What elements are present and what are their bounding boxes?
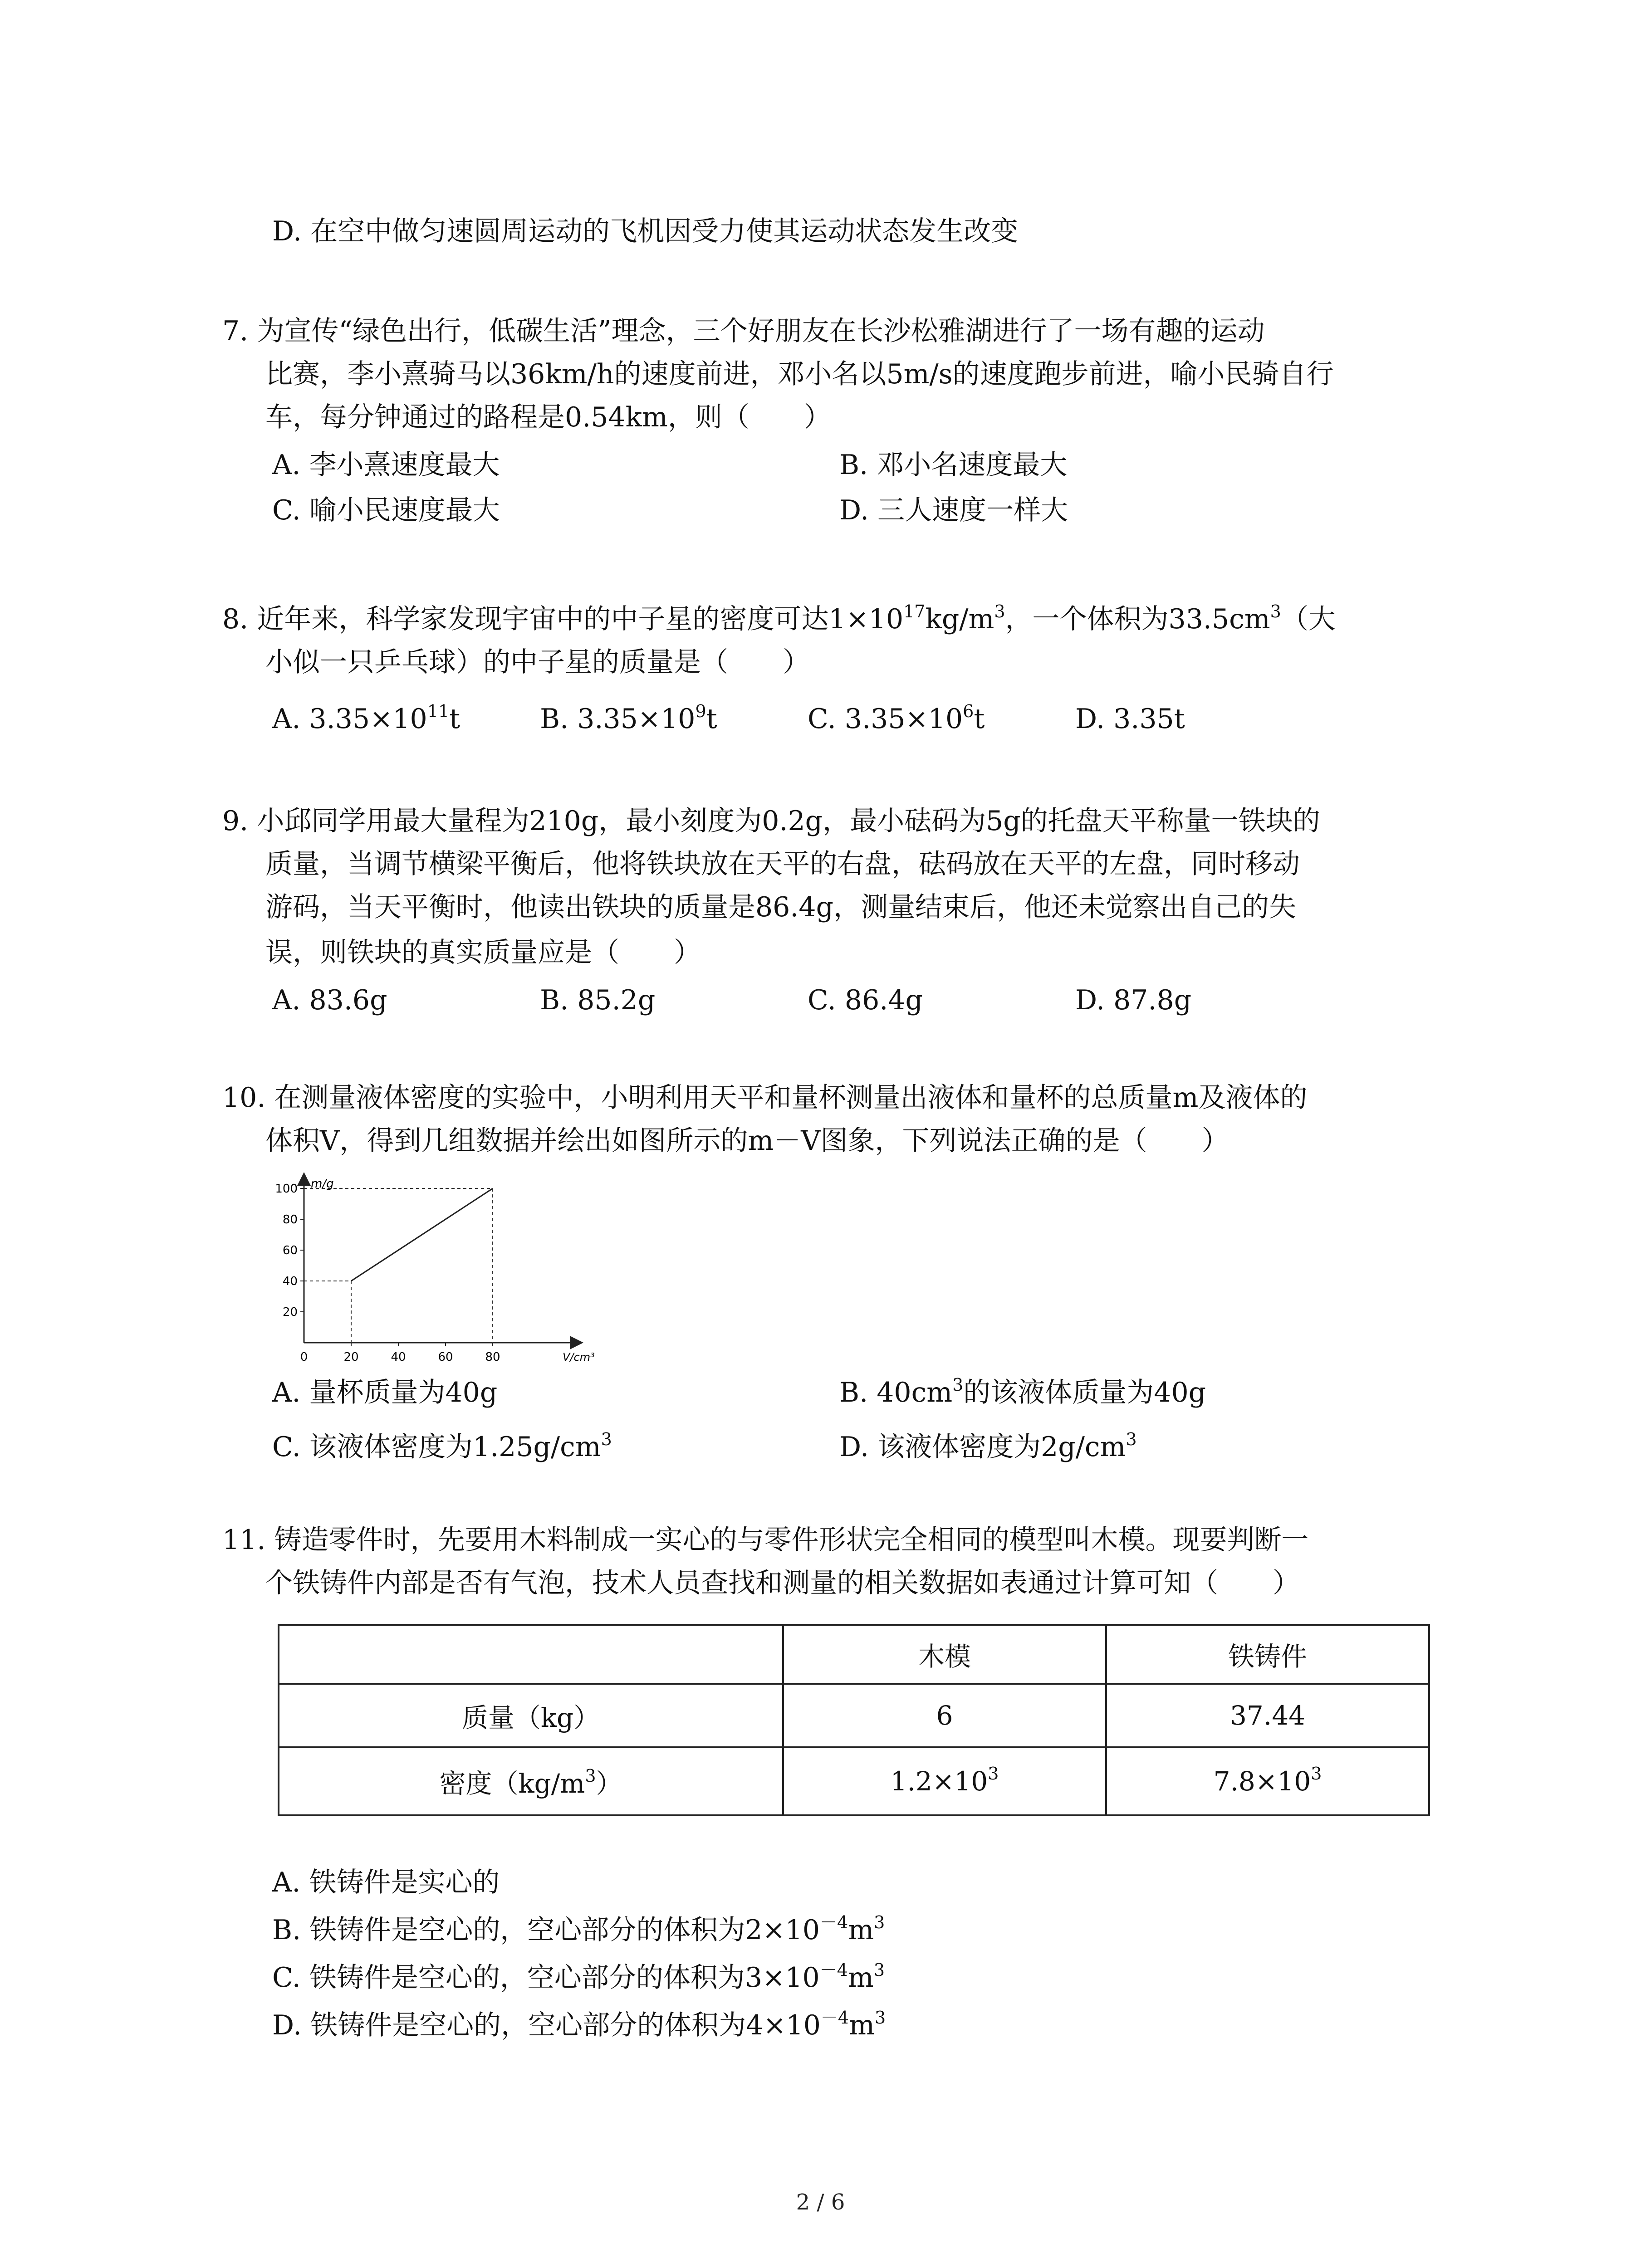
q10-option-a: A. 量杯质量为40g [272, 1377, 498, 1408]
q10-option-c [272, 1429, 612, 1468]
y-tick-label: 60 [282, 1244, 298, 1257]
q10-b-text: B. 40cm [839, 1377, 953, 1408]
q8-exp-3: 3 [1270, 601, 1281, 621]
q11-d-unit: m [849, 2009, 875, 2041]
data-table [278, 1624, 1430, 1816]
q11-b-text: B. 铁铸件是空心的，空心部分的体积为2×10 [272, 1914, 820, 1946]
q7-stem-line1: 7. 为宣传“绿色出行，低碳生活”理念，三个好朋友在长沙松雅湖进行了一场有趣的运动 [222, 315, 1265, 347]
q11-c-unit: m [847, 1962, 874, 1994]
q8-b-unit: t [706, 703, 717, 735]
q9-stem-line3: 游码，当天平衡时，他读出铁块的质量是86.4g，测量结束后，他还未觉察出自己的失 [265, 891, 1296, 923]
q7-option-d: D. 三人速度一样大 [839, 494, 1068, 526]
density-label-close: ） [596, 1768, 622, 1799]
q6-option-d: D. 在空中做匀速圆周运动的飞机因受力使其运动状态发生改变 [272, 215, 1019, 247]
q9-option-a: A. 83.6g [272, 984, 387, 1016]
q11-c-exp: －4 [819, 1960, 848, 1980]
q11-d-exp: －4 [820, 2008, 849, 2028]
table-cell-mass-wood: 6 [783, 1684, 1106, 1747]
q9-stem-line1: 9. 小邱同学用最大量程为210g，最小刻度为0.2g，最小砝码为5g的托盘天平称量一铁块的 [222, 805, 1320, 837]
q7-option-b: B. 邓小名速度最大 [839, 449, 1068, 481]
table-cell-density-wood [783, 1747, 1106, 1815]
table-cell-mass-label: 质量（kg） [279, 1684, 783, 1747]
table-cell-density-iron [1106, 1747, 1429, 1815]
q10-d-text: D. 该液体密度为2g/cm [839, 1431, 1126, 1463]
q10-d-exp: 3 [1126, 1429, 1137, 1449]
density-wood-text: 1.2×10 [890, 1766, 988, 1797]
q8-c-unit: t [974, 703, 985, 735]
q11-d-text: D. 铁铸件是空心的，空心部分的体积为4×10 [272, 2009, 821, 2041]
q11-b-exp: －4 [820, 1912, 848, 1932]
q9-stem-line2: 质量，当调节横梁平衡后，他将铁块放在天平的右盘，砝码放在天平的左盘，同时移动 [265, 848, 1300, 880]
x-tick-label: 20 [343, 1350, 359, 1364]
table-header-row [279, 1625, 1429, 1684]
q7-stem-line2: 比赛，李小熹骑马以36km/h的速度前进，邓小名以5m/s的速度跑步前进，喻小民骑自行 [265, 358, 1334, 390]
q11-d-exp2: 3 [875, 2008, 886, 2028]
q8-a-exp: 11 [427, 701, 450, 721]
page-number: 2 / 6 [796, 2190, 845, 2215]
q9-option-c: C. 86.4g [808, 984, 923, 1016]
q8-option-c [808, 701, 985, 740]
q8-text-a: 8. 近年来，科学家发现宇宙中的中子星的密度可达1×10 [222, 603, 904, 635]
q8-stem-line2: 小似一只乒乓球）的中子星的质量是（ ） [265, 646, 810, 678]
series-line [351, 1188, 493, 1281]
x-tick-label: 40 [391, 1350, 406, 1364]
table-header-empty [279, 1625, 783, 1684]
q11-option-a: A. 铁铸件是实心的 [272, 1867, 500, 1898]
q10-stem-line2: 体积V，得到几组数据并绘出如图所示的m－V图象，下列说法正确的是（ ） [265, 1125, 1229, 1157]
x-tick-label: 60 [438, 1350, 453, 1364]
q8-text-c: ，一个体积为33.5cm [1005, 603, 1270, 635]
y-tick-label: 100 [275, 1182, 298, 1196]
m-v-graph [254, 1166, 599, 1379]
q8-b-exp: 9 [695, 701, 706, 721]
q8-option-b [540, 701, 717, 740]
table-cell-density-label [279, 1747, 783, 1815]
q10-option-d [839, 1429, 1137, 1468]
q7-option-c: C. 喻小民速度最大 [272, 494, 500, 526]
q8-a-text: A. 3.35×10 [272, 703, 427, 735]
q10-c-exp: 3 [601, 1429, 612, 1449]
q10-b-rest: 的该液体质量为40g [963, 1377, 1206, 1408]
y-tick-label: 80 [282, 1213, 298, 1227]
q10-option-b [839, 1374, 1206, 1414]
q10-c-text: C. 该液体密度为1.25g/cm [272, 1431, 601, 1463]
q11-stem-line1: 11. 铸造零件时，先要用木料制成一实心的与零件形状完全相同的模型叫木模。现要判断一 [222, 1524, 1309, 1556]
y-tick-label: 40 [282, 1275, 298, 1288]
density-iron-text: 7.8×10 [1213, 1766, 1311, 1797]
q11-option-b [272, 1912, 885, 1951]
q11-c-text: C. 铁铸件是空心的，空心部分的体积为3×10 [272, 1962, 820, 1994]
y-axis-label: m/g [311, 1177, 334, 1191]
q8-exp-1: 17 [903, 601, 926, 621]
density-label-text: 密度（kg/m [439, 1768, 585, 1799]
table-row-mass [279, 1684, 1429, 1747]
q8-exp-2: 3 [994, 601, 1005, 621]
table-header-wood: 木模 [783, 1625, 1106, 1684]
q11-c-exp2: 3 [873, 1960, 885, 1980]
q8-c-text: C. 3.35×10 [808, 703, 963, 735]
q8-option-d: D. 3.35t [1075, 703, 1185, 735]
density-wood-exp: 3 [988, 1764, 999, 1784]
q11-b-unit: m [848, 1914, 874, 1946]
q7-stem-line3: 车，每分钟通过的路程是0.54km，则（ ） [265, 401, 831, 433]
q8-text-d: （大 [1281, 603, 1336, 635]
q8-stem-line1 [222, 601, 1336, 640]
density-iron-exp: 3 [1311, 1764, 1322, 1784]
q8-option-a [272, 701, 460, 740]
q8-text-b: kg/m [925, 603, 994, 635]
density-label-exp: 3 [585, 1766, 596, 1786]
x-tick-label: 0 [300, 1350, 308, 1364]
table-row-density [279, 1747, 1429, 1815]
q9-option-d: D. 87.8g [1075, 984, 1192, 1016]
q8-b-text: B. 3.35×10 [540, 703, 696, 735]
q7-option-a: A. 李小熹速度最大 [272, 449, 500, 481]
q8-c-exp: 6 [963, 701, 974, 721]
q11-option-c [272, 1960, 885, 1999]
q11-stem-line2: 个铁铸件内部是否有气泡，技术人员查找和测量的相关数据如表通过计算可知（ ） [265, 1567, 1300, 1599]
q9-option-b: B. 85.2g [540, 984, 656, 1016]
x-tick-label: 80 [485, 1350, 500, 1364]
q10-stem-line1: 10. 在测量液体密度的实验中，小明利用天平和量杯测量出液体和量杯的总质量m及液体的 [222, 1082, 1308, 1114]
q11-option-d [272, 2007, 886, 2047]
x-axis-label: V/cm³ [563, 1351, 595, 1364]
q8-a-unit: t [449, 703, 460, 735]
q11-b-exp2: 3 [874, 1912, 885, 1932]
q10-b-exp: 3 [952, 1375, 964, 1395]
table-header-iron: 铁铸件 [1106, 1625, 1429, 1684]
table-cell-mass-iron: 37.44 [1106, 1684, 1429, 1747]
y-tick-label: 20 [282, 1305, 298, 1319]
q9-stem-line4: 误，则铁块的真实质量应是（ ） [265, 937, 701, 968]
